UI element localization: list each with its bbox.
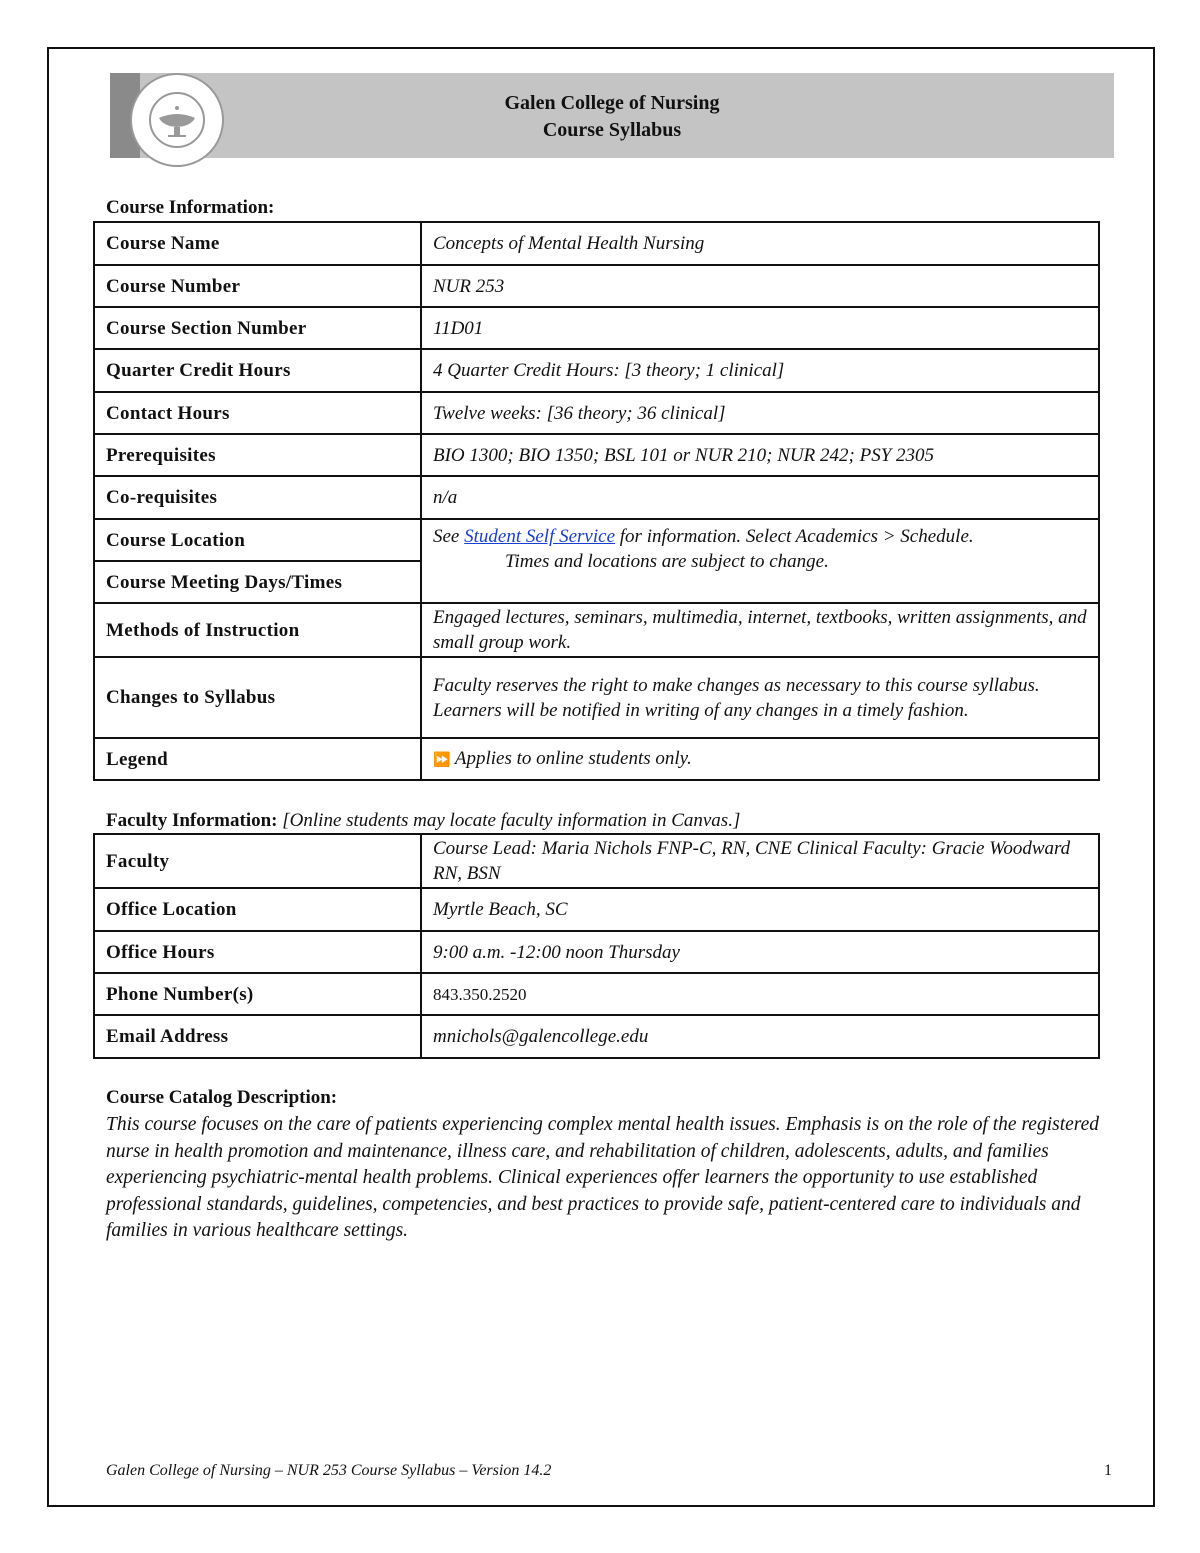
course-info-table — [93, 221, 1100, 781]
row-value: 11D01 — [421, 307, 1099, 349]
row-value: 9:00 a.m. -12:00 noon Thursday — [421, 931, 1099, 973]
doc-title: Course Syllabus — [542, 119, 682, 141]
table-row — [94, 657, 1099, 738]
row-label: Office Hours — [94, 931, 421, 973]
table-row — [94, 834, 1099, 888]
page-footer — [106, 1462, 1112, 1480]
table-row — [94, 931, 1099, 973]
row-value: BIO 1300; BIO 1350; BSL 101 or NUR 210; NUR 242; PSY 2305 — [421, 434, 1099, 476]
legend-value: ⏩ Applies to online students only. — [421, 738, 1099, 780]
row-label: Faculty — [94, 834, 421, 888]
row-label: Course Location — [94, 519, 421, 561]
row-value: Course Lead: Maria Nichols FNP-C, RN, CNE Clinical Faculty: Gracie Woodward RN, BSN — [421, 834, 1099, 888]
row-value: 4 Quarter Credit Hours: [3 theory; 1 clinical] — [421, 349, 1099, 392]
row-value: Twelve weeks: [36 theory; 36 clinical] — [421, 392, 1099, 434]
row-label: Quarter Credit Hours — [94, 349, 421, 392]
row-label: Email Address — [94, 1015, 421, 1058]
table-row — [94, 307, 1099, 349]
table-row — [94, 434, 1099, 476]
row-value: 843.350.2520 — [421, 973, 1099, 1015]
row-value: Concepts of Mental Health Nursing — [421, 222, 1099, 265]
row-label: Phone Number(s) — [94, 973, 421, 1015]
table-row — [94, 265, 1099, 307]
student-self-service-link[interactable]: Student Self Service — [464, 526, 616, 547]
row-value: Faculty reserves the right to make changes as necessary to this course syllabus. Learners will be notified in writing of any changes in a timely fashion. — [421, 657, 1099, 738]
course-info-heading: Course Information: — [106, 197, 275, 218]
table-row — [94, 888, 1099, 931]
document-title — [110, 90, 1114, 144]
table-row — [94, 392, 1099, 434]
table-row — [94, 1015, 1099, 1058]
row-value[interactable]: mnichols@galencollege.edu — [421, 1015, 1099, 1058]
row-label: Course Name — [94, 222, 421, 265]
table-row — [94, 476, 1099, 519]
faculty-info-heading: Faculty Information: [Online students may locate faculty information in Canvas.] — [106, 810, 741, 831]
row-value: Engaged lectures, seminars, multimedia, internet, textbooks, written assignments, and small group work. — [421, 603, 1099, 657]
catalog-heading: Course Catalog Description: — [106, 1087, 338, 1108]
row-value: Myrtle Beach, SC — [421, 888, 1099, 931]
table-row — [94, 519, 1099, 561]
row-value: NUR 253 — [421, 265, 1099, 307]
faculty-info-table — [93, 833, 1100, 1059]
row-label: Contact Hours — [94, 392, 421, 434]
row-label: Course Number — [94, 265, 421, 307]
footer-text: Galen College of Nursing – NUR 253 Course Syllabus – Version 14.2 — [106, 1462, 552, 1479]
location-value: See Student Self Service for information. Select Academics > Schedule. Times and locations are subject to change. — [421, 519, 1099, 603]
row-label: Office Location — [94, 888, 421, 931]
table-row — [94, 973, 1099, 1015]
row-label: Changes to Syllabus — [94, 657, 421, 738]
row-label: Co-requisites — [94, 476, 421, 519]
catalog-description: This course focuses on the care of patients experiencing complex mental health issues. Emphasis is on the role of the registered nurse in health promotion and maintenance, illness care, and rehabilitation of children, adolescents, adults, and families experiencing psychiatric-mental health problems. Clinical experiences offer learners the opportunity to use established professional standards, guidelines, competencies, and best practices to provide safe, patient-centered care to individuals and families in various healthcare settings. — [106, 1114, 1100, 1241]
page-number: 1 — [1104, 1462, 1112, 1479]
fast-forward-icon: ⏩ — [433, 752, 451, 768]
table-row — [94, 603, 1099, 657]
institution-name: Galen College of Nursing — [504, 92, 720, 114]
row-label: Methods of Instruction — [94, 603, 421, 657]
row-label: Prerequisites — [94, 434, 421, 476]
row-value: n/a — [421, 476, 1099, 519]
row-label: Course Section Number — [94, 307, 421, 349]
table-row — [94, 349, 1099, 392]
row-label: Legend — [94, 738, 421, 780]
table-row — [94, 738, 1099, 780]
table-row — [94, 222, 1099, 265]
row-label: Course Meeting Days/Times — [94, 561, 421, 603]
